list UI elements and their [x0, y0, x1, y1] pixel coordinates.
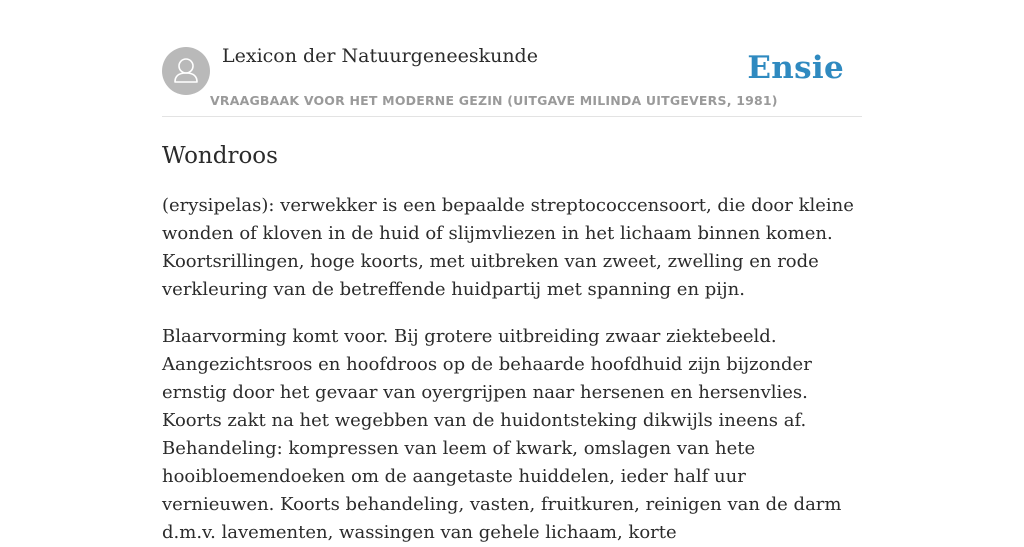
user-icon[interactable]: [162, 47, 210, 95]
ensie-logo[interactable]: Ensie: [747, 50, 844, 86]
entry-paragraph-1: (erysipelas): verwekker is een bepaalde streptococcensoort, die door kleine wonden of kloven in de huid of slijmvliezen in het lichaam binnen komen. Koortsrillingen, hoge koorts, met uitbreken van zweet, zwelling en rode verkleuring van de betreffende huidpartij met spanning en pijn.: [162, 195, 854, 300]
book-title[interactable]: Lexicon der Natuurgeneeskunde: [222, 45, 538, 67]
content-container: [162, 0, 862, 547]
entry-paragraph-2: Blaarvorming komt voor. Bij grotere uitbreiding zwaar ziektebeeld. Aangezichtsroos en hoofdroos op de behaarde hoofdhuid zijn bijzonder ernstig door het gevaar van oyergrijpen naar hersenen en hersenvlies. Koorts zakt na het wegebben van de huidontsteking dikwijls ineens af. Behandeling: kompressen van leem of kwark, omslagen van hete hooibloemendoeken om de aangetaste huiddelen, ieder half uur vernieuwen. Koorts behandeling, vasten, fruitkuren, reinigen van de darm d.m.v. lavementen, wassingen van gehele lichaam, korte: [162, 326, 842, 543]
book-header: [162, 0, 862, 117]
book-subtitle: VRAAGBAAK VOOR HET MODERNE GEZIN (UITGAVE MILINDA UITGEVERS, 1981): [210, 93, 778, 108]
entry-title: Wondroos: [162, 143, 278, 169]
